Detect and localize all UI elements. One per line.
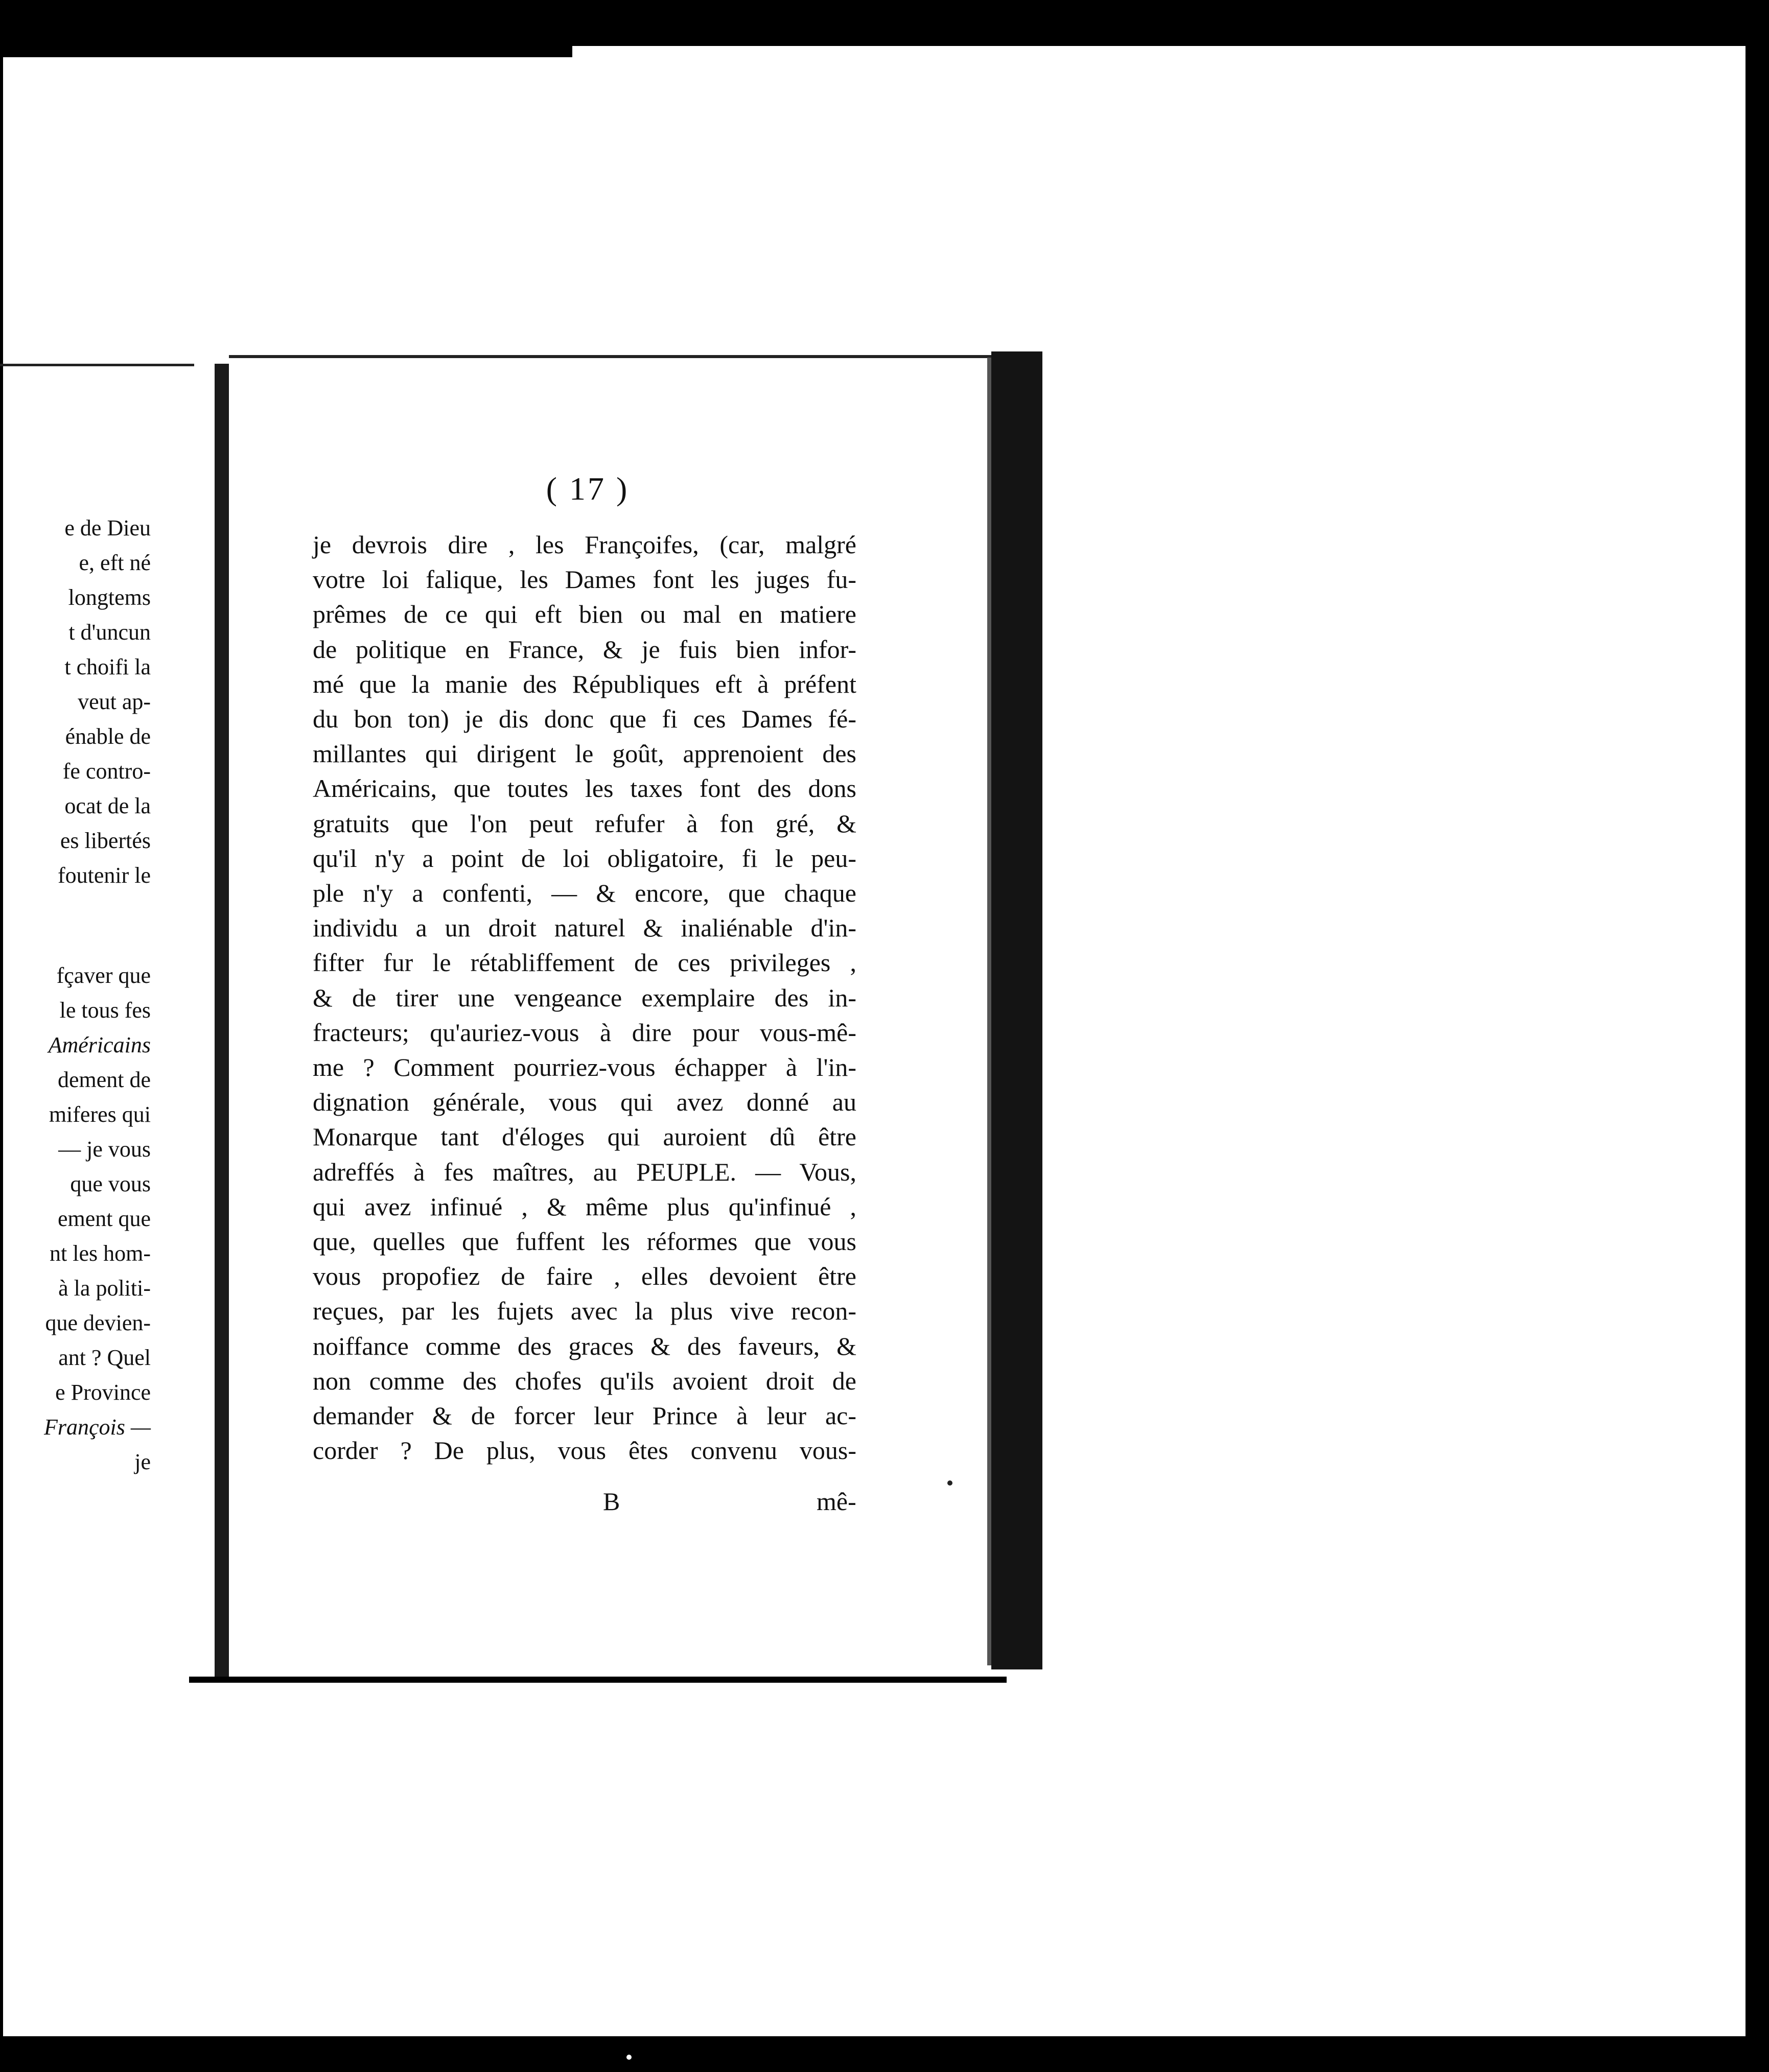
- left-page-line: ocat de la: [64, 793, 151, 818]
- left-page-line: [0, 893, 151, 928]
- body-line: fifter fur le rétabliffement de ces privileges ,: [313, 948, 856, 977]
- left-page-line: François —: [44, 1415, 151, 1440]
- body-line: fracteurs; qu'auriez-vous à dire pour vous-mê-: [313, 1018, 856, 1047]
- body-line: reçues, par les fujets avec la plus vive recon-: [313, 1297, 856, 1326]
- scan-border-bottom: [0, 2036, 1769, 2072]
- left-page-line: — je vous: [58, 1137, 151, 1162]
- page-number: ( 17 ): [546, 470, 630, 507]
- scan-border-right: [1745, 0, 1769, 2072]
- body-line: que, quelles que fuffent les réformes que vous: [313, 1227, 856, 1256]
- left-page-line: je: [134, 1449, 151, 1474]
- left-page-line: que vous: [70, 1171, 151, 1196]
- catchword: mê-: [817, 1487, 856, 1516]
- body-line: millantes qui dirigent le goût, apprenoient des: [313, 739, 856, 768]
- body-line: me ? Comment pourriez-vous échapper à l'in-: [313, 1053, 856, 1082]
- body-line: demander & de forcer leur Prince à leur ac-: [313, 1401, 856, 1430]
- left-page-line: fçaver que: [56, 963, 151, 988]
- signature-mark: B: [603, 1487, 620, 1516]
- book-bottom-edge: [189, 1677, 1007, 1683]
- body-line: adreffés à fes maîtres, au PEUPLE. — Vous,: [313, 1157, 856, 1186]
- left-page-line: à la politi-: [58, 1276, 151, 1301]
- body-line: qui avez infinué , & même plus qu'infinué ,: [313, 1192, 856, 1221]
- body-line: mé que la manie des Républiques eft à préfent: [313, 669, 856, 698]
- body-line: dignation générale, vous qui avez donné au: [313, 1088, 856, 1117]
- book-gutter: [215, 364, 229, 1682]
- left-page-line: ement que: [57, 1206, 151, 1231]
- left-page-line: dement de: [57, 1067, 151, 1092]
- body-line: du bon ton) je dis donc que fi ces Dames fé-: [313, 704, 856, 734]
- book-fore-edge: [991, 351, 1042, 1669]
- body-line: ple n'y a confenti, — & encore, que chaque: [313, 879, 856, 908]
- scan-border-top: [0, 0, 1769, 46]
- left-page-line: le tous fes: [59, 998, 151, 1023]
- body-line: corder ? De plus, vous êtes convenu vous-: [313, 1436, 856, 1465]
- scan-border-step: [0, 46, 572, 57]
- left-page-line: ant ? Quel: [58, 1345, 151, 1370]
- body-line: gratuits que l'on peut refufer à fon gré, &: [313, 809, 856, 838]
- body-line: & de tirer une vengeance exemplaire des in-: [313, 983, 856, 1012]
- left-page-line: t choifi la: [64, 654, 151, 679]
- page-fore-edge-line: [987, 358, 991, 1665]
- body-line: votre loi falique, les Dames font les juges fu-: [313, 565, 856, 594]
- left-page-line: foutenir le: [57, 863, 151, 888]
- body-line: non comme des chofes qu'ils avoient droit de: [313, 1366, 856, 1395]
- left-page-line: fe contro-: [62, 759, 151, 784]
- left-page-line: e de Dieu: [64, 515, 151, 540]
- left-page-line: t d'uncun: [68, 620, 151, 645]
- left-page-line: e Province: [55, 1380, 151, 1405]
- body-line: Américains, que toutes les taxes font des dons: [313, 774, 856, 803]
- left-page-line: énable de: [65, 724, 151, 749]
- left-page-line: miferes qui: [49, 1102, 151, 1127]
- dust-speck: [947, 1480, 952, 1486]
- page-body-text: [313, 527, 856, 1468]
- left-page-top-edge: [0, 364, 194, 366]
- left-page-line: veut ap-: [78, 689, 151, 714]
- left-page-line: e, eft né: [79, 550, 151, 575]
- left-page-line: Américains: [48, 1032, 151, 1057]
- left-page-line: longtems: [68, 585, 151, 610]
- body-line: individu a un droit naturel & inaliénable d'in-: [313, 913, 856, 943]
- body-line: vous propofiez de faire , elles devoient être: [313, 1262, 856, 1291]
- body-line: de politique en France, & je fuis bien infor-: [313, 634, 856, 664]
- body-line: qu'il n'y a point de loi obligatoire, fi le peu-: [313, 843, 856, 873]
- body-line: prêmes de ce qui eft bien ou mal en matiere: [313, 600, 856, 629]
- left-page-line: es libertés: [60, 828, 151, 853]
- left-page-line: que devien-: [45, 1310, 151, 1335]
- left-page-line: nt les hom-: [50, 1241, 151, 1266]
- dust-speck: [626, 2055, 632, 2060]
- body-line: noiffance comme des graces & des faveurs, &: [313, 1331, 856, 1360]
- body-line: Monarque tant d'éloges qui auroient dû être: [313, 1122, 856, 1151]
- page-top-edge: [229, 355, 1011, 358]
- body-line: je devrois dire , les Françoifes, (car, malgré: [313, 530, 856, 559]
- left-page-text: [0, 511, 151, 1479]
